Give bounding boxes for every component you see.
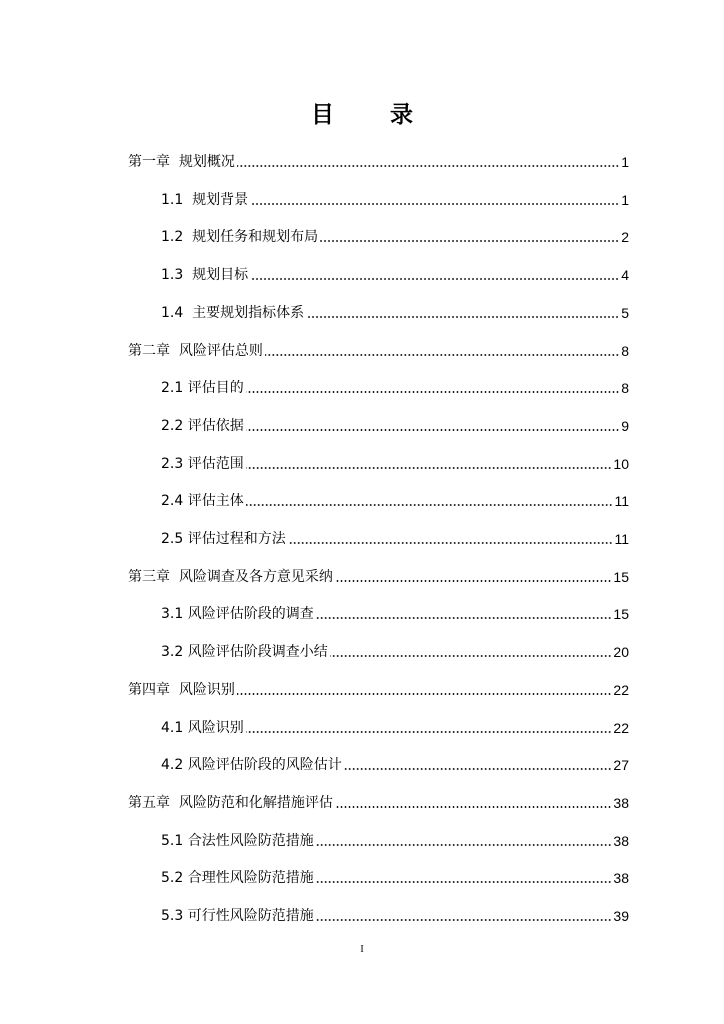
toc-entry-page-number: 38 xyxy=(613,833,629,849)
toc-dot-leader xyxy=(306,316,619,318)
toc-dot-leader xyxy=(316,617,612,619)
toc-section-entry[interactable] xyxy=(161,489,629,511)
toc-section-entry[interactable] xyxy=(161,904,629,926)
toc-entry-label: 第一章 规划概况 xyxy=(128,154,235,170)
toc-section-entry[interactable] xyxy=(161,225,629,247)
toc-entry-label: 5.1 合法性风险防范措施 xyxy=(161,833,314,849)
toc-entry-label: 2.5 评估过程和方法 xyxy=(161,531,286,547)
toc-entry-page-number: 11 xyxy=(614,531,629,547)
toc-entry-page-number: 1 xyxy=(621,154,629,170)
toc-entry-label: 第二章 风险评估总则 xyxy=(128,343,263,359)
toc-dot-leader xyxy=(320,240,619,242)
toc-title: 目 录 xyxy=(310,102,437,128)
toc-entry-page-number: 5 xyxy=(621,305,629,321)
toc-entry-label: 第三章 风险调查及各方意见采纳 xyxy=(128,569,333,585)
toc-dot-leader xyxy=(237,165,619,167)
toc-dot-leader xyxy=(316,844,612,846)
toc-dot-leader xyxy=(246,391,619,393)
toc-dot-leader xyxy=(246,504,613,506)
toc-entry-page-number: 27 xyxy=(613,757,629,773)
toc-section-entry[interactable] xyxy=(161,753,629,775)
toc-dot-leader xyxy=(237,693,612,695)
toc-entry-page-number: 15 xyxy=(613,606,629,622)
toc-section-entry[interactable] xyxy=(161,263,629,285)
toc-entry-page-number: 22 xyxy=(613,720,629,736)
toc-dot-leader xyxy=(335,806,612,808)
toc-dot-leader xyxy=(246,467,612,469)
toc-entry-page-number: 2 xyxy=(621,229,629,245)
toc-section-entry[interactable] xyxy=(161,602,629,624)
toc-entry-page-number: 15 xyxy=(613,569,629,585)
page-footer-number: I xyxy=(360,944,364,955)
toc-chapter-entry[interactable] xyxy=(128,150,629,172)
toc-entry-page-number: 22 xyxy=(613,682,629,698)
toc-entry-label: 第四章 风险识别 xyxy=(128,682,235,698)
toc-entry-label: 1.1 规划背景 xyxy=(161,192,249,208)
toc-entry-label: 3.1 风险评估阶段的调查 xyxy=(161,606,314,622)
toc-dot-leader xyxy=(316,881,612,883)
toc-dot-leader xyxy=(316,919,612,921)
toc-section-entry[interactable] xyxy=(161,301,629,323)
toc-entry-label: 第五章 风险防范和化解措施评估 xyxy=(128,795,333,811)
toc-entry-label: 2.4 评估主体 xyxy=(161,493,244,509)
toc-entry-page-number: 8 xyxy=(621,343,629,359)
toc-section-entry[interactable] xyxy=(161,640,629,662)
toc-section-entry[interactable] xyxy=(161,452,629,474)
toc-entry-page-number: 39 xyxy=(613,908,629,924)
toc-chapter-entry[interactable] xyxy=(128,791,629,813)
toc-dot-leader xyxy=(288,542,613,544)
toc-entry-page-number: 8 xyxy=(621,380,629,396)
toc-entry-page-number: 10 xyxy=(613,456,629,472)
toc-section-entry[interactable] xyxy=(161,829,629,851)
toc-dot-leader xyxy=(250,278,619,280)
toc-dot-leader xyxy=(250,203,619,205)
toc-entry-label: 2.1 评估目的 xyxy=(161,380,244,396)
toc-entry-label: 1.3 规划目标 xyxy=(161,267,249,283)
toc-dot-leader xyxy=(265,354,619,356)
toc-entry-label: 5.2 合理性风险防范措施 xyxy=(161,870,314,886)
toc-entry-label: 5.3 可行性风险防范措施 xyxy=(161,908,314,924)
toc-entry-label: 4.1 风险识别 xyxy=(161,720,244,736)
toc-section-entry[interactable] xyxy=(161,414,629,436)
toc-chapter-entry[interactable] xyxy=(128,565,629,587)
toc-entry-page-number: 1 xyxy=(621,192,629,208)
toc-section-entry[interactable] xyxy=(161,716,629,738)
toc-entry-label: 2.3 评估范围 xyxy=(161,456,244,472)
toc-section-entry[interactable] xyxy=(161,376,629,398)
toc-section-entry[interactable] xyxy=(161,188,629,210)
toc-dot-leader xyxy=(246,429,619,431)
toc-entry-page-number: 38 xyxy=(613,795,629,811)
toc-chapter-entry[interactable] xyxy=(128,678,629,700)
toc-entry-page-number: 9 xyxy=(621,418,629,434)
toc-dot-leader xyxy=(344,768,612,770)
toc-section-entry[interactable] xyxy=(161,527,629,549)
toc-entry-page-number: 4 xyxy=(621,267,629,283)
toc-entry-label: 4.2 风险评估阶段的风险估计 xyxy=(161,757,342,773)
toc-section-entry[interactable] xyxy=(161,866,629,888)
toc-entry-page-number: 38 xyxy=(613,870,629,886)
toc-entry-page-number: 20 xyxy=(613,644,629,660)
toc-entry-label: 2.2 评估依据 xyxy=(161,418,244,434)
toc-entry-label: 1.2 规划任务和规划布局 xyxy=(161,229,319,245)
toc-dot-leader xyxy=(246,731,612,733)
toc-entry-label: 1.4 主要规划指标体系 xyxy=(161,305,305,321)
toc-entry-page-number: 11 xyxy=(614,493,629,509)
toc-chapter-entry[interactable] xyxy=(128,339,629,361)
toc-dot-leader xyxy=(335,580,612,582)
toc-dot-leader xyxy=(330,655,612,657)
toc-entry-label: 3.2 风险评估阶段调查小结 xyxy=(161,644,328,660)
